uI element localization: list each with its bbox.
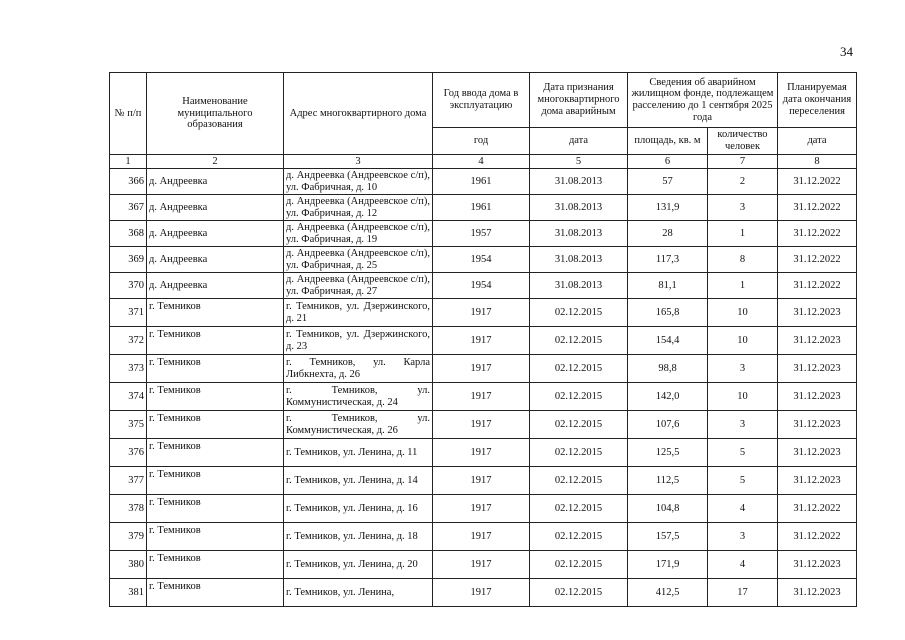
column-number: 3 [284, 155, 433, 169]
municipality-cell: г. Темников [147, 327, 284, 355]
area-cell: 165,8 [628, 299, 708, 327]
area-cell: 107,6 [628, 411, 708, 439]
row-number: 370 [110, 273, 147, 299]
municipality-cell: г. Темников [147, 299, 284, 327]
recognition-date-cell: 02.12.2015 [530, 495, 628, 523]
area-cell: 112,5 [628, 467, 708, 495]
municipality-cell: д. Андреевка [147, 273, 284, 299]
table-row [110, 273, 857, 299]
header-date-recognized: Дата признания многоквартирного дома аварийным [530, 73, 628, 128]
area-cell: 28 [628, 221, 708, 247]
planned-date-cell: 31.12.2022 [778, 247, 857, 273]
address-cell: г. Темников, ул. Ленина, д. 16 [284, 495, 433, 523]
planned-date-cell: 31.12.2023 [778, 383, 857, 411]
area-cell: 412,5 [628, 579, 708, 607]
row-number: 371 [110, 299, 147, 327]
address-cell: г. Темников, ул. Карла Либкнехта, д. 26 [284, 355, 433, 383]
row-number: 377 [110, 467, 147, 495]
area-cell: 157,5 [628, 523, 708, 551]
row-number: 379 [110, 523, 147, 551]
address-cell: г. Темников, ул. Дзержинского, д. 23 [284, 327, 433, 355]
address-cell: г. Темников, ул. Ленина, д. 18 [284, 523, 433, 551]
people-cell: 1 [708, 273, 778, 299]
table-row [110, 439, 857, 467]
housing-table [109, 72, 857, 607]
year-cell: 1917 [433, 495, 530, 523]
subheader-year: год [433, 128, 530, 155]
people-cell: 3 [708, 411, 778, 439]
table-body [110, 169, 857, 607]
planned-date-cell: 31.12.2023 [778, 579, 857, 607]
table-row [110, 327, 857, 355]
municipality-cell: г. Темников [147, 551, 284, 579]
table-row [110, 495, 857, 523]
municipality-cell: г. Темников [147, 439, 284, 467]
table-row [110, 299, 857, 327]
area-cell: 57 [628, 169, 708, 195]
subheader-date: дата [530, 128, 628, 155]
municipality-cell: г. Темников [147, 467, 284, 495]
table-row [110, 195, 857, 221]
year-cell: 1957 [433, 221, 530, 247]
planned-date-cell: 31.12.2023 [778, 467, 857, 495]
header-planned-date: Планируемая дата окончания переселения [778, 73, 857, 128]
year-cell: 1917 [433, 383, 530, 411]
address-cell: д. Андреевка (Андреевское с/п), ул. Фабричная, д. 10 [284, 169, 433, 195]
address-cell: д. Андреевка (Андреевское с/п), ул. Фабричная, д. 12 [284, 195, 433, 221]
people-cell: 5 [708, 467, 778, 495]
row-number: 372 [110, 327, 147, 355]
table-row [110, 579, 857, 607]
people-cell: 8 [708, 247, 778, 273]
year-cell: 1917 [433, 411, 530, 439]
planned-date-cell: 31.12.2022 [778, 495, 857, 523]
recognition-date-cell: 31.08.2013 [530, 273, 628, 299]
people-cell: 10 [708, 327, 778, 355]
row-number: 369 [110, 247, 147, 273]
header-fund-info: Сведения об аварийном жилищном фонде, подлежащем расселению до 1 сентября 2025 года [628, 73, 778, 128]
column-numbers-row [110, 155, 857, 169]
area-cell: 98,8 [628, 355, 708, 383]
address-cell: д. Андреевка (Андреевское с/п), ул. Фабричная, д. 27 [284, 273, 433, 299]
people-cell: 4 [708, 495, 778, 523]
planned-date-cell: 31.12.2022 [778, 273, 857, 299]
year-cell: 1917 [433, 551, 530, 579]
row-number: 366 [110, 169, 147, 195]
subheader-planned: дата [778, 128, 857, 155]
table-row [110, 169, 857, 195]
municipality-cell: д. Андреевка [147, 221, 284, 247]
year-cell: 1917 [433, 439, 530, 467]
people-cell: 3 [708, 355, 778, 383]
recognition-date-cell: 02.12.2015 [530, 355, 628, 383]
recognition-date-cell: 02.12.2015 [530, 411, 628, 439]
municipality-cell: д. Андреевка [147, 169, 284, 195]
planned-date-cell: 31.12.2023 [778, 439, 857, 467]
recognition-date-cell: 31.08.2013 [530, 169, 628, 195]
recognition-date-cell: 02.12.2015 [530, 579, 628, 607]
row-number: 374 [110, 383, 147, 411]
people-cell: 10 [708, 383, 778, 411]
row-number: 375 [110, 411, 147, 439]
municipality-cell: г. Темников [147, 579, 284, 607]
area-cell: 171,9 [628, 551, 708, 579]
recognition-date-cell: 31.08.2013 [530, 247, 628, 273]
planned-date-cell: 31.12.2023 [778, 551, 857, 579]
year-cell: 1954 [433, 247, 530, 273]
subheader-area: площадь, кв. м [628, 128, 708, 155]
planned-date-cell: 31.12.2022 [778, 195, 857, 221]
table-row [110, 467, 857, 495]
recognition-date-cell: 02.12.2015 [530, 467, 628, 495]
address-cell: г. Темников, ул. Дзержинского, д. 21 [284, 299, 433, 327]
column-number: 1 [110, 155, 147, 169]
municipality-cell: г. Темников [147, 383, 284, 411]
people-cell: 2 [708, 169, 778, 195]
column-number: 5 [530, 155, 628, 169]
recognition-date-cell: 02.12.2015 [530, 383, 628, 411]
people-cell: 3 [708, 523, 778, 551]
row-number: 367 [110, 195, 147, 221]
address-cell: г. Темников, ул. Ленина, д. 20 [284, 551, 433, 579]
address-cell: д. Андреевка (Андреевское с/п), ул. Фабричная, д. 19 [284, 221, 433, 247]
year-cell: 1917 [433, 467, 530, 495]
header-num: № п/п [110, 73, 147, 155]
table-row [110, 247, 857, 273]
address-cell: г. Темников, ул. Коммунистическая, д. 24 [284, 383, 433, 411]
municipality-cell: д. Андреевка [147, 247, 284, 273]
planned-date-cell: 31.12.2023 [778, 327, 857, 355]
planned-date-cell: 31.12.2022 [778, 221, 857, 247]
recognition-date-cell: 31.08.2013 [530, 195, 628, 221]
row-number: 378 [110, 495, 147, 523]
year-cell: 1917 [433, 327, 530, 355]
column-number: 6 [628, 155, 708, 169]
area-cell: 104,8 [628, 495, 708, 523]
row-number: 381 [110, 579, 147, 607]
row-number: 368 [110, 221, 147, 247]
municipality-cell: д. Андреевка [147, 195, 284, 221]
area-cell: 142,0 [628, 383, 708, 411]
row-number: 376 [110, 439, 147, 467]
planned-date-cell: 31.12.2023 [778, 299, 857, 327]
column-number: 7 [708, 155, 778, 169]
municipality-cell: г. Темников [147, 355, 284, 383]
people-cell: 10 [708, 299, 778, 327]
area-cell: 154,4 [628, 327, 708, 355]
table-row [110, 411, 857, 439]
area-cell: 131,9 [628, 195, 708, 221]
planned-date-cell: 31.12.2023 [778, 355, 857, 383]
address-cell: г. Темников, ул. Коммунистическая, д. 26 [284, 411, 433, 439]
year-cell: 1917 [433, 355, 530, 383]
year-cell: 1961 [433, 169, 530, 195]
address-cell: г. Темников, ул. Ленина, д. 11 [284, 439, 433, 467]
table-row [110, 383, 857, 411]
people-cell: 1 [708, 221, 778, 247]
people-cell: 5 [708, 439, 778, 467]
header-year-built: Год ввода дома в эксплуатацию [433, 73, 530, 128]
year-cell: 1954 [433, 273, 530, 299]
table-row [110, 355, 857, 383]
planned-date-cell: 31.12.2022 [778, 169, 857, 195]
row-number: 380 [110, 551, 147, 579]
column-number: 4 [433, 155, 530, 169]
subheader-people: количество человек [708, 128, 778, 155]
header-address: Адрес многоквартирного дома [284, 73, 433, 155]
people-cell: 4 [708, 551, 778, 579]
year-cell: 1961 [433, 195, 530, 221]
planned-date-cell: 31.12.2022 [778, 523, 857, 551]
table-row [110, 551, 857, 579]
year-cell: 1917 [433, 299, 530, 327]
municipality-cell: г. Темников [147, 495, 284, 523]
recognition-date-cell: 02.12.2015 [530, 299, 628, 327]
year-cell: 1917 [433, 579, 530, 607]
planned-date-cell: 31.12.2023 [778, 411, 857, 439]
page-number: 34 [840, 44, 853, 59]
municipality-cell: г. Темников [147, 523, 284, 551]
address-cell: г. Темников, ул. Ленина, [284, 579, 433, 607]
area-cell: 125,5 [628, 439, 708, 467]
table-row [110, 221, 857, 247]
people-cell: 3 [708, 195, 778, 221]
recognition-date-cell: 02.12.2015 [530, 327, 628, 355]
area-cell: 117,3 [628, 247, 708, 273]
column-number: 2 [147, 155, 284, 169]
people-cell: 17 [708, 579, 778, 607]
area-cell: 81,1 [628, 273, 708, 299]
recognition-date-cell: 02.12.2015 [530, 439, 628, 467]
recognition-date-cell: 02.12.2015 [530, 523, 628, 551]
address-cell: д. Андреевка (Андреевское с/п), ул. Фабричная, д. 25 [284, 247, 433, 273]
year-cell: 1917 [433, 523, 530, 551]
address-cell: г. Темников, ул. Ленина, д. 14 [284, 467, 433, 495]
row-number: 373 [110, 355, 147, 383]
municipality-cell: г. Темников [147, 411, 284, 439]
header-municipality: Наименование муниципального образования [147, 73, 284, 155]
recognition-date-cell: 31.08.2013 [530, 221, 628, 247]
table-row [110, 523, 857, 551]
recognition-date-cell: 02.12.2015 [530, 551, 628, 579]
column-number: 8 [778, 155, 857, 169]
